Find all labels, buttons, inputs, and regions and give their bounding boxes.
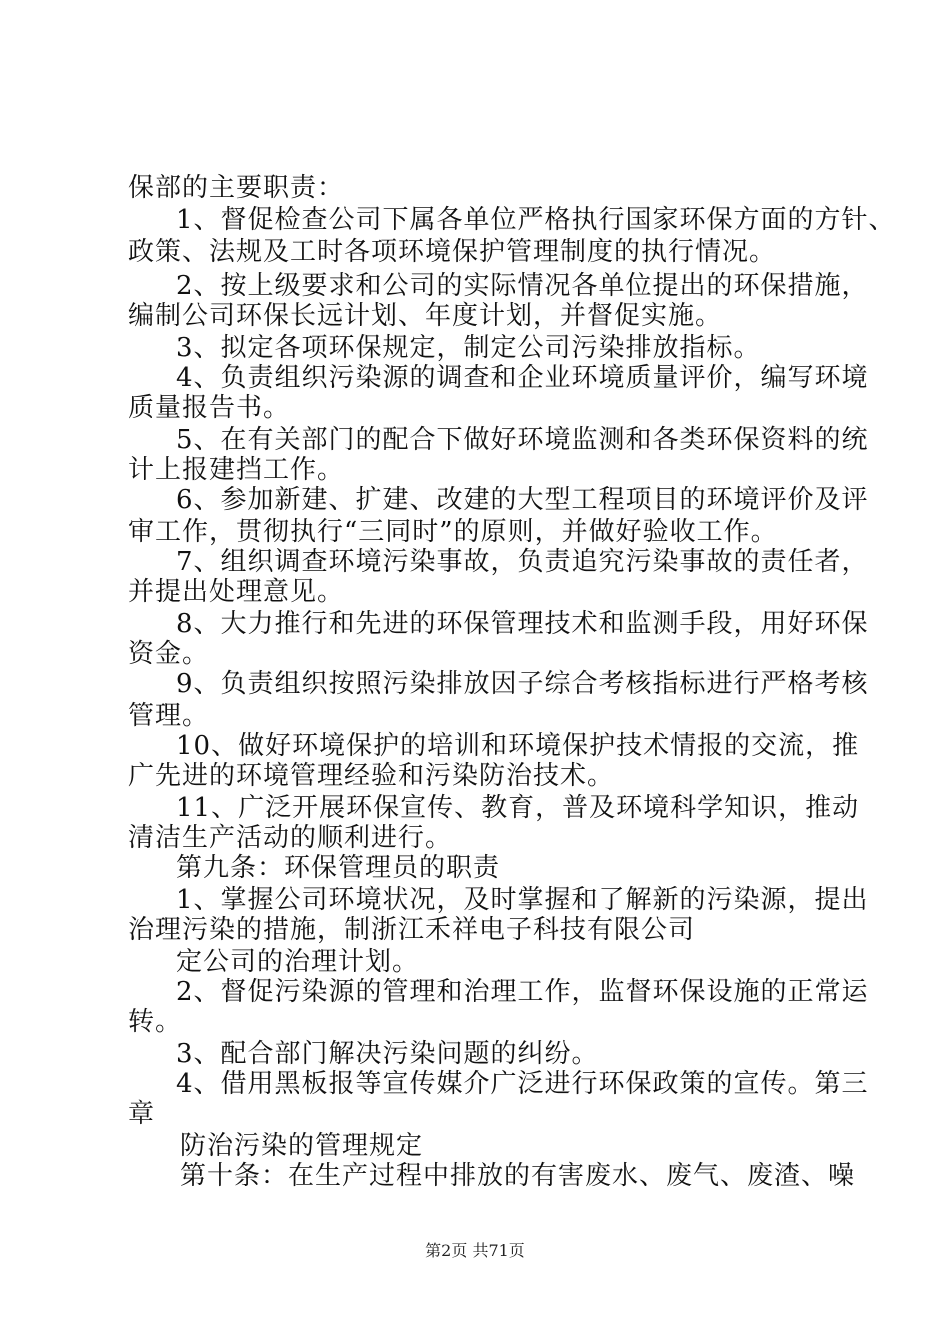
chapter-heading: 防治污染的管理规定 bbox=[180, 1131, 424, 1161]
text-line: 审工作，贯彻执行“三同时”的原则，并做好验收工作。 bbox=[128, 517, 778, 547]
text-line: 定公司的治理计划。 bbox=[176, 947, 420, 977]
text-line: 1、掌握公司环境状况，及时掌握和了解新的污染源，提出 bbox=[176, 885, 869, 915]
text-line: 转。 bbox=[128, 1007, 183, 1037]
text-line: 10、做好环境保护的培训和环境保护技术情报的交流，推 bbox=[176, 731, 860, 761]
section-heading: 第九条：环保管理员的职责 bbox=[176, 853, 501, 883]
text-line: 4、负责组织污染源的调查和企业环境质量评价，编写环境 bbox=[176, 363, 869, 393]
text-line: 章 bbox=[128, 1099, 156, 1129]
text-line: 广先进的环境管理经验和污染防治技术。 bbox=[128, 761, 615, 791]
text-line: 7、组织调查环境污染事故，负责追究污染事故的责任者， bbox=[176, 547, 869, 577]
text-line: 治理污染的措施，制浙江禾祥电子科技有限公司 bbox=[128, 915, 696, 945]
page-number-footer: 第2页 共71页 bbox=[425, 1241, 525, 1260]
text-line: 5、在有关部门的配合下做好环境监测和各类环保资料的统 bbox=[176, 425, 869, 455]
text-line: 2、督促污染源的管理和治理工作，监督环保设施的正常运 bbox=[176, 977, 869, 1007]
text-line: 11、广泛开展环保宣传、教育，普及环境科学知识，推动 bbox=[176, 793, 860, 823]
text-line: 9、负责组织按照污染排放因子综合考核指标进行严格考核 bbox=[176, 669, 869, 699]
text-line: 计上报建挡工作。 bbox=[128, 455, 345, 485]
text-line: 管理。 bbox=[128, 701, 210, 731]
text-line: 编制公司环保长远计划、年度计划，并督促实施。 bbox=[128, 301, 723, 331]
text-line: 清洁生产活动的顺利进行。 bbox=[128, 823, 453, 853]
text-line: 政策、法规及工时各项环境保护管理制度的执行情况。 bbox=[128, 237, 777, 267]
text-line: 3、配合部门解决污染问题的纠纷。 bbox=[176, 1039, 599, 1069]
text-line: 资金。 bbox=[128, 639, 210, 669]
text-line: 并提出处理意见。 bbox=[128, 577, 345, 607]
text-line: 1、督促检查公司下属各单位严格执行国家环保方面的方针、 bbox=[176, 205, 896, 235]
text-line: 6、参加新建、扩建、改建的大型工程项目的环境评价及评 bbox=[176, 485, 869, 515]
text-line: 第十条：在生产过程中排放的有害废水、废气、废渣、噪 bbox=[180, 1161, 856, 1191]
text-line: 质量报告书。 bbox=[128, 393, 291, 423]
text-line: 2、按上级要求和公司的实际情况各单位提出的环保措施， bbox=[176, 271, 869, 301]
text-line: 8、大力推行和先进的环保管理技术和监测手段，用好环保 bbox=[176, 609, 869, 639]
text-line: 4、借用黑板报等宣传媒介广泛进行环保政策的宣传。第三 bbox=[176, 1069, 869, 1099]
text-line: 保部的主要职责： bbox=[128, 173, 345, 203]
text-line: 3、拟定各项环保规定，制定公司污染排放指标。 bbox=[176, 333, 761, 363]
